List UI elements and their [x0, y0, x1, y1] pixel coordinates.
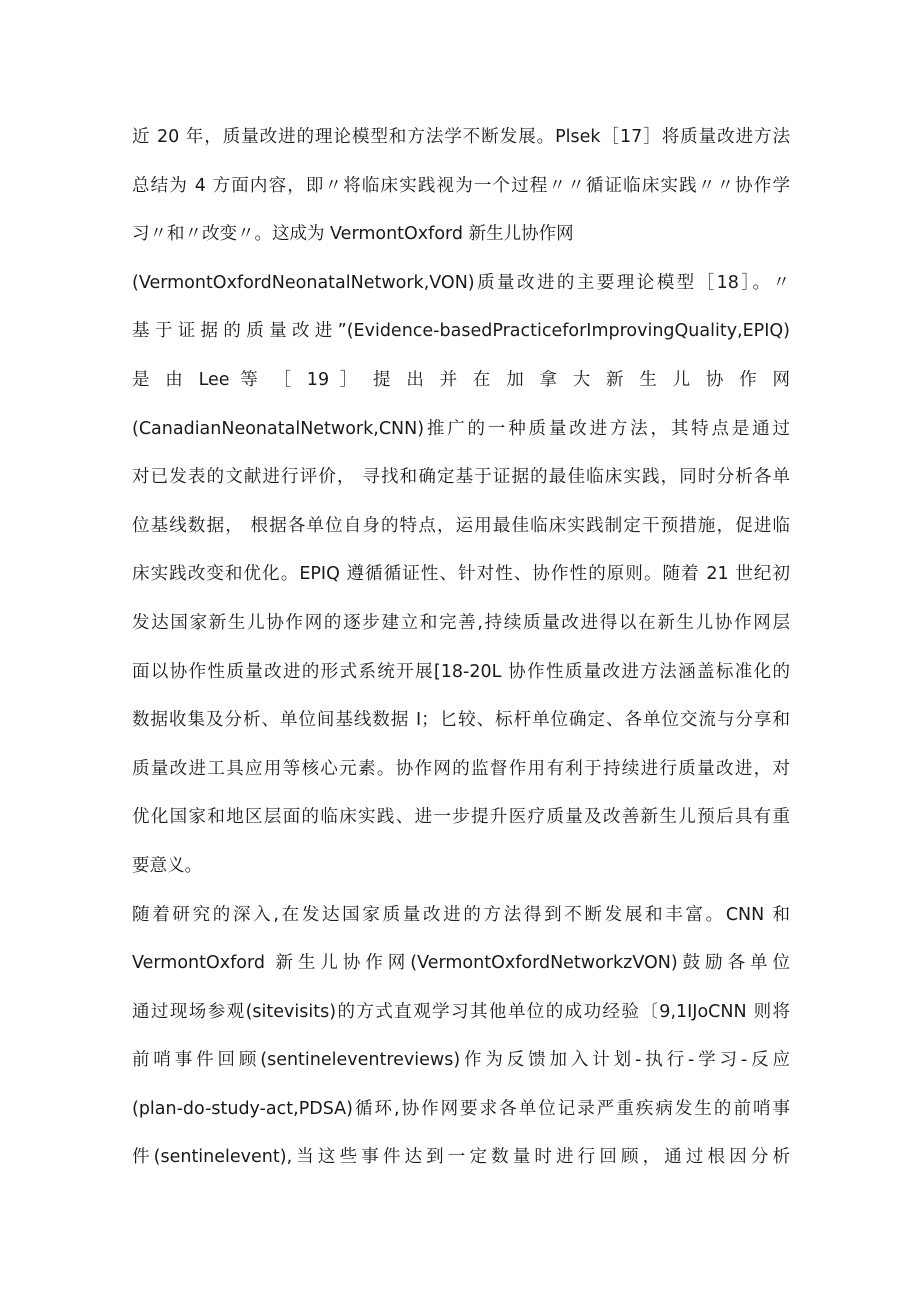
paragraph-1	[132, 113, 790, 891]
text-line: (plan-do-study-act,PDSA)循环,协作网要求各单位记录严重疾病发生的前哨事	[132, 1098, 790, 1119]
text-line: 对已发表的文献进行评价， 寻找和确定基于证据的最佳临床实践，同时分析各单	[132, 467, 790, 488]
paragraph-2	[132, 891, 790, 1183]
text-line: 习〃和〃改变〃。这成为 VermontOxford 新生儿协作网	[132, 224, 574, 245]
text-line: VermontOxford 新生儿协作网(VermontOxfordNetworkzVON)鼓励各单位	[132, 953, 790, 974]
text-line: 优化国家和地区层面的临床实践、进一步提升医疗质量及改善新生儿预后具有重	[132, 807, 790, 828]
text-line: 总结为 4 方面内容，即〃将临床实践视为一个过程〃〃循证临床实践〃〃协作学	[132, 175, 790, 196]
text-line: 数据收集及分析、单位间基线数据 I；匕较、标杆单位确定、各单位交流与分享和	[132, 710, 790, 731]
text-line: 通过现场参观(sitevisits)的方式直观学习其他单位的成功经验〔9,1IJoCNN 则将	[132, 1001, 790, 1022]
text-line: 发达国家新生儿协作网的逐步建立和完善,持续质量改进得以在新生儿协作网层	[132, 612, 790, 633]
document-body	[132, 113, 790, 1182]
text-line: 质量改进工具应用等核心元素。协作网的监督作用有利于持续进行质量改进，对	[132, 758, 790, 779]
text-line: 前哨事件回顾(sentineleventreviews)作为反馈加入计划-执行-学习-反应	[132, 1050, 790, 1071]
text-line: 近 20 年，质量改进的理论模型和方法学不断发展。Plsek［17］将质量改进方法	[132, 127, 790, 147]
text-line: 基于证据的质量改进”(Evidence-basedPracticeforImprovingQuality,EPIQ)	[132, 321, 790, 342]
text-line: 是 由 Lee 等 ［ 19 ］ 提 出 并 在 加 拿 大 新 生 儿 协 作 网	[132, 369, 790, 390]
text-line: 要意义。	[132, 855, 202, 876]
text-line: 位基线数据， 根据各单位自身的特点，运用最佳临床实践制定干预措施，促进临	[132, 515, 790, 536]
text-line: (CanadianNeonatalNetwork,CNN)推广的一种质量改进方法，其特点是通过	[132, 418, 790, 439]
text-line: 件(sentinelevent),当这些事件达到一定数量时进行回顾，通过根因分析	[132, 1147, 790, 1168]
text-line: (VermontOxfordNeonatalNetwork,VON)质量改进的主要理论模型［18］。〃	[132, 272, 790, 293]
text-line: 面以协作性质量改进的形式系统开展[18-20L 协作性质量改进方法涵盖标准化的	[132, 661, 790, 682]
text-line: 随着研究的深入,在发达国家质量改进的方法得到不断发展和丰富。CNN 和	[132, 904, 790, 925]
text-line: 床实践改变和优化。EPIQ 遵循循证性、针对性、协作性的原则。随着 21 世纪初	[132, 564, 790, 585]
